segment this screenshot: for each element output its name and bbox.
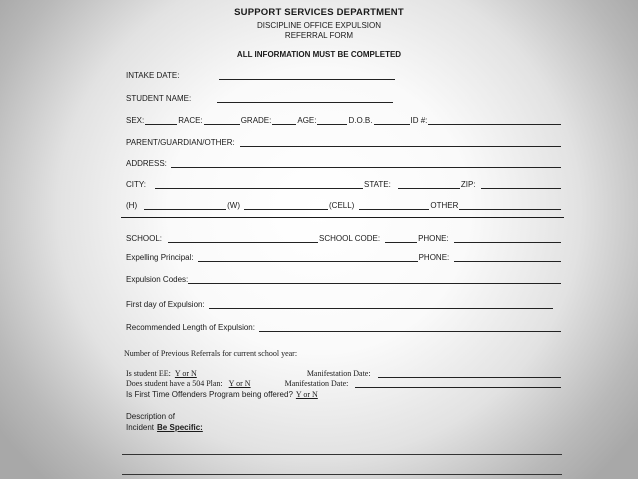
description-line-2[interactable] — [122, 474, 562, 475]
school-phone-label: PHONE: — [418, 234, 449, 243]
city-row — [126, 177, 562, 189]
previous-referrals-row — [124, 346, 560, 358]
school-code-field[interactable] — [385, 234, 417, 243]
demographics-row — [126, 113, 562, 125]
expulsion-codes-field[interactable] — [188, 275, 561, 284]
state-label: STATE: — [364, 180, 391, 189]
plan504-label: Does student have a 504 Plan: — [126, 379, 223, 388]
address-row — [126, 156, 562, 168]
age-label: AGE: — [297, 116, 317, 125]
principal-label: Expelling Principal: — [126, 253, 194, 262]
state-field[interactable] — [398, 180, 460, 189]
school-phone-field[interactable] — [454, 234, 561, 243]
intake-date-field[interactable] — [219, 71, 395, 80]
plan504-yes-no[interactable]: Y or N — [228, 379, 251, 388]
form-title: SUPPORT SERVICES DEPARTMENT — [234, 7, 404, 18]
incident-row — [126, 420, 562, 432]
first-day-label: First day of Expulsion: — [126, 300, 205, 309]
other-phone-label: OTHER — [430, 201, 459, 210]
incident-label: Incident — [126, 423, 155, 432]
address-label: ADDRESS: — [126, 159, 167, 168]
first-day-field[interactable] — [209, 300, 553, 309]
intake-date-row — [126, 68, 562, 80]
age-field[interactable] — [317, 116, 347, 125]
work-phone-label: (W) — [227, 201, 240, 210]
description-label: Description of — [126, 412, 175, 421]
form-subtitle-2: REFERRAL FORM — [284, 31, 354, 40]
city-field[interactable] — [155, 180, 363, 189]
parent-field[interactable] — [240, 138, 561, 147]
form-subtitle-1: DISCIPLINE OFFICE EXPULSION — [256, 21, 382, 30]
zip-field[interactable] — [481, 180, 561, 189]
dob-field[interactable] — [374, 116, 410, 125]
dob-label: D.O.B. — [348, 116, 373, 125]
id-field[interactable] — [428, 116, 561, 125]
school-row — [126, 231, 562, 243]
grade-field[interactable] — [272, 116, 296, 125]
race-label: RACE: — [178, 116, 203, 125]
intake-date-label: INTAKE DATE: — [126, 71, 180, 80]
principal-row — [126, 250, 562, 262]
first-time-label: Is First Time Offenders Program being offered? — [126, 390, 293, 399]
principal-field[interactable] — [198, 253, 418, 262]
grade-label: GRADE: — [240, 116, 272, 125]
description-line-1[interactable] — [122, 454, 562, 455]
first-time-yes-no[interactable]: Y or N — [295, 390, 318, 399]
manifestation-date-label-2: Manifestation Date: — [284, 379, 349, 388]
principal-phone-field[interactable] — [454, 253, 561, 262]
id-label: ID #: — [410, 116, 428, 125]
previous-referrals-label: Number of Previous Referrals for current school year: — [124, 349, 298, 358]
sex-field[interactable] — [145, 116, 177, 125]
first-day-row — [126, 297, 554, 309]
home-phone-field[interactable] — [144, 201, 226, 210]
address-field[interactable] — [171, 159, 561, 168]
first-time-row — [126, 387, 562, 399]
section-divider — [121, 217, 564, 218]
completion-notice: ALL INFORMATION MUST BE COMPLETED — [236, 50, 402, 59]
recommended-length-row — [126, 320, 562, 332]
recommended-length-field[interactable] — [259, 323, 561, 332]
cell-phone-field[interactable] — [359, 201, 429, 210]
expulsion-codes-row — [126, 272, 562, 284]
expulsion-codes-label: Expulsion Codes: — [126, 275, 189, 284]
sex-label: SEX: — [126, 116, 145, 125]
zip-label: ZIP: — [460, 180, 476, 189]
recommended-length-label: Recommended Length of Expulsion: — [126, 323, 255, 332]
student-name-field[interactable] — [217, 94, 393, 103]
work-phone-field[interactable] — [244, 201, 328, 210]
school-code-label: SCHOOL CODE: — [319, 234, 381, 243]
parent-row — [126, 135, 562, 147]
ee-yes-no[interactable]: Y or N — [174, 369, 197, 378]
school-label: SCHOOL: — [126, 234, 163, 243]
ee-label: Is student EE: — [126, 369, 171, 378]
school-field[interactable] — [168, 234, 318, 243]
be-specific-label: Be Specific: — [157, 423, 203, 432]
student-name-label: STUDENT NAME: — [126, 94, 192, 103]
cell-phone-label: (CELL) — [329, 201, 355, 210]
phones-row — [126, 198, 562, 210]
parent-label: PARENT/GUARDIAN/OTHER: — [126, 138, 235, 147]
home-phone-label: (H) — [126, 201, 138, 210]
manifestation-date-label: Manifestation Date: — [306, 369, 371, 378]
other-phone-field[interactable] — [459, 201, 561, 210]
student-name-row — [126, 91, 562, 103]
principal-phone-label: PHONE: — [418, 253, 450, 262]
city-label: CITY: — [126, 180, 147, 189]
race-field[interactable] — [204, 116, 240, 125]
